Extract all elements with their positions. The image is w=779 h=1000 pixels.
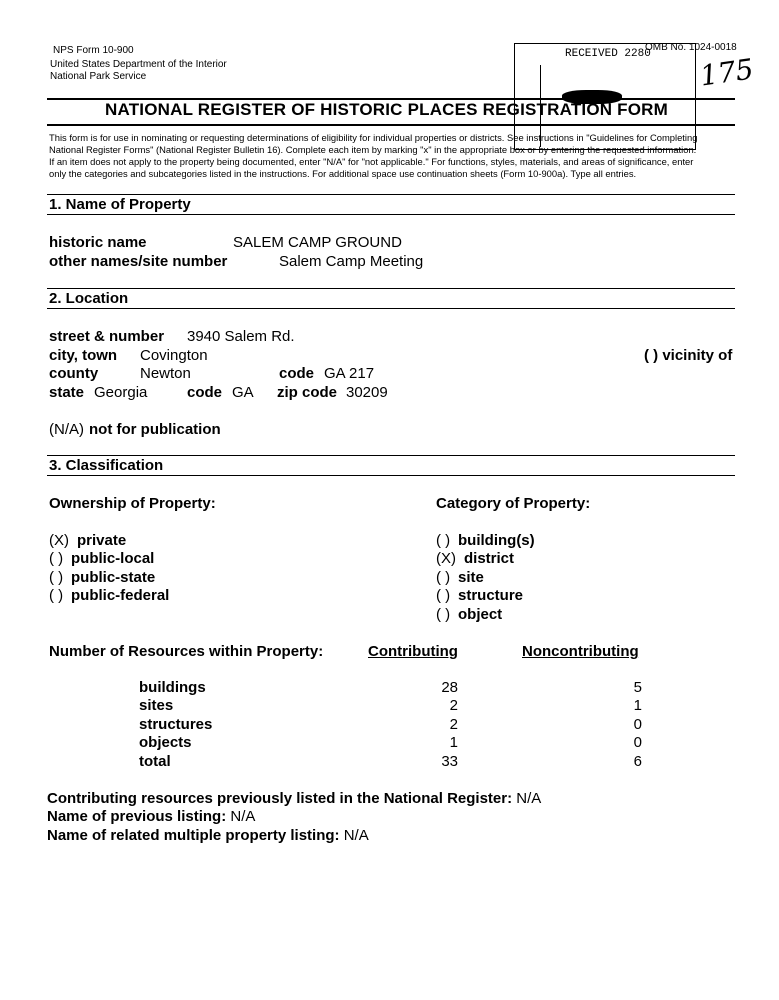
vicinity-checkbox: ( ) vicinity of	[644, 347, 733, 364]
category-option-label: object	[458, 606, 503, 623]
county-code-value: GA 217	[324, 365, 375, 382]
contributing-count: 28	[441, 679, 458, 696]
historic-name-value: SALEM CAMP GROUND	[233, 234, 402, 251]
city-value: Covington	[140, 347, 208, 364]
form-number: NPS Form 10-900	[53, 45, 134, 56]
county-code-label: code	[279, 365, 315, 382]
ownership-option-label: public-local	[71, 550, 155, 567]
omb-number: OMB No. 1024-0018	[645, 42, 737, 53]
intro-line-1: This form is for use in nominating or requesting determinations of eligibility for individual properties or districts. See instructions in "Guidelines for Completing	[49, 132, 698, 143]
state-code-value: GA	[232, 384, 254, 401]
ownership-option-label: private	[77, 532, 127, 549]
resource-type: total	[139, 753, 171, 770]
agency: National Park Service	[50, 71, 147, 82]
intro-line-2: National Register Forms" (National Register Bulletin 16). Complete each item by marking "x" in the appropriate box or by entering the requested information.	[49, 144, 697, 155]
contributing-count: 2	[449, 716, 458, 733]
section2-heading: 2. Location	[49, 290, 129, 307]
street-label: street & number	[49, 328, 165, 345]
contributing-column-header: Contributing	[368, 643, 458, 660]
noncontributing-count: 0	[633, 734, 642, 751]
previously-listed-row	[47, 790, 541, 807]
category-mark: ( )	[436, 569, 451, 586]
state-value: Georgia	[94, 384, 148, 401]
related-mpl-label: Name of related multiple property listing:	[47, 827, 340, 844]
section3-bottom-rule	[47, 475, 735, 476]
related-mpl-value: N/A	[343, 827, 369, 844]
section2-bottom-rule	[47, 308, 735, 309]
noncontributing-count: 5	[633, 679, 642, 696]
previously-listed-label: Contributing resources previously listed in the National Register:	[47, 790, 513, 807]
ownership-mark: ( )	[49, 550, 64, 567]
form-title: NATIONAL REGISTER OF HISTORIC PLACES REGISTRATION FORM	[105, 100, 669, 119]
resource-type: buildings	[139, 679, 206, 696]
related-mpl-row	[47, 827, 369, 844]
title-bottom-rule	[47, 124, 735, 126]
contributing-count: 2	[449, 697, 458, 714]
noncontributing-count: 1	[633, 697, 642, 714]
previous-listing-value: N/A	[230, 808, 256, 825]
zip-value: 30209	[346, 384, 388, 401]
ownership-mark: ( )	[49, 587, 64, 604]
ownership-option-label: public-federal	[71, 587, 170, 604]
section1-bottom-rule	[47, 214, 735, 215]
ownership-mark: (X)	[49, 532, 69, 549]
state-code-label: code	[187, 384, 223, 401]
street-value: 3940 Salem Rd.	[187, 328, 295, 345]
resource-type: structures	[139, 716, 213, 733]
received-stamp-text: RECEIVED 2280	[565, 48, 651, 60]
intro-line-3: If an item does not apply to the property being documented, enter "N/A" for "not applicable." For functions, styles, materials, and areas of significance, enter	[49, 156, 694, 167]
category-mark: (X)	[436, 550, 456, 567]
ownership-heading: Ownership of Property:	[49, 495, 216, 512]
zip-label: zip code	[277, 384, 338, 401]
resources-heading: Number of Resources within Property:	[49, 643, 324, 660]
section1-top-rule	[47, 194, 735, 195]
category-option-label: structure	[458, 587, 524, 604]
ownership-mark: ( )	[49, 569, 64, 586]
noncontributing-count: 6	[633, 753, 642, 770]
previously-listed-value: N/A	[516, 790, 542, 807]
department: United States Department of the Interior	[50, 59, 227, 70]
category-option-label: site	[458, 569, 484, 586]
contributing-count: 33	[441, 753, 458, 770]
category-mark: ( )	[436, 587, 451, 604]
previous-listing-row	[47, 808, 255, 825]
ownership-option-label: public-state	[71, 569, 156, 586]
state-label: state	[49, 384, 85, 401]
historic-name-label: historic name	[49, 234, 147, 251]
intro-line-4: only the categories and subcategories listed in the instructions. For additional space use continuation sheets (Form 10-900a). Type all entries.	[49, 168, 637, 179]
section3-heading: 3. Classification	[49, 457, 164, 474]
category-option-label: building(s)	[458, 532, 535, 549]
not-for-publication-label: not for publication	[89, 421, 221, 438]
category-mark: ( )	[436, 532, 451, 549]
other-names-label: other names/site number	[49, 253, 228, 270]
handwritten-number: 175	[697, 52, 756, 93]
category-heading: Category of Property:	[436, 495, 591, 512]
other-names-value: Salem Camp Meeting	[279, 253, 424, 270]
resource-type: sites	[139, 697, 174, 714]
city-label: city, town	[49, 347, 118, 364]
section3-top-rule	[47, 455, 735, 456]
county-value: Newton	[140, 365, 191, 382]
county-label: county	[49, 365, 99, 382]
section2-top-rule	[47, 288, 735, 289]
previous-listing-label: Name of previous listing:	[47, 808, 227, 825]
not-for-publication-mark: (N/A)	[49, 421, 84, 438]
noncontributing-column-header: Noncontributing	[522, 643, 639, 660]
section1-heading: 1. Name of Property	[49, 196, 191, 213]
category-option-label: district	[464, 550, 515, 567]
noncontributing-count: 0	[633, 716, 642, 733]
category-mark: ( )	[436, 606, 451, 623]
contributing-count: 1	[449, 734, 458, 751]
resource-type: objects	[139, 734, 192, 751]
